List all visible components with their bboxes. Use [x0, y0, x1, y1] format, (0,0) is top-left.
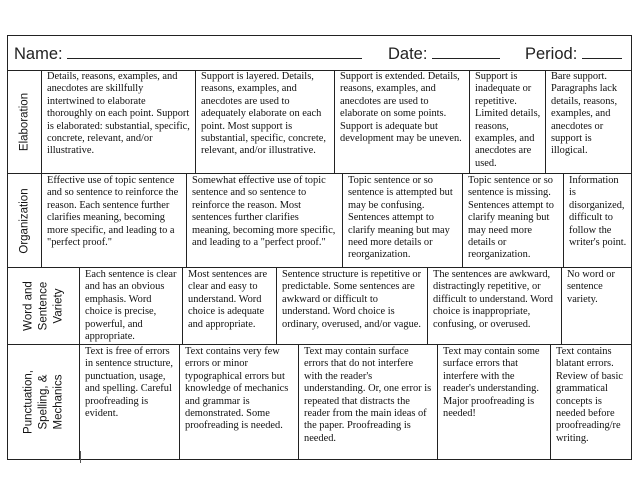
rubric-cell: Topic sentence or so sentence is missing. Sentences attempt to clarify meaning but may need more details or reorganization. — [463, 174, 564, 267]
rubric-cell: Text is free of errors in sentence structure, punctuation, usage, and spelling. Careful proofreading is evident. — [80, 345, 180, 459]
rubric-cell: Details, reasons, examples, and anecdotes are skillfully intertwined to elaborate thoroughly on each point. Support is elaborated: substantial, specific, concrete, relevant, and/or illustrative. — [42, 70, 196, 173]
rubric-row-organization — [8, 174, 631, 268]
rubric-cell: Text contains blatant errors. Review of basic grammatical concepts is needed before proofreading/re writing. — [556, 346, 623, 444]
row-label: Elaboration — [18, 92, 30, 151]
rubric-cell: Support is layered. Details, reasons, examples, and anecdotes are used to adequately elaborate on each point. Most support is substantial, specific, concrete, relevant, and/or illustrative. — [196, 70, 335, 173]
row-label-cell — [8, 345, 80, 459]
period-label: Period: — [525, 45, 578, 63]
rubric-cell: No word or sentence variety. — [567, 269, 615, 305]
rubric-row-word-sentence-variety — [8, 268, 631, 345]
rubric-cell: The sentences are awkward, distractingly repetitive, or difficult to understand. Word choice is inappropriate, confusing, or overused. — [428, 268, 562, 344]
period-field[interactable] — [525, 44, 622, 64]
name-label: Name: — [14, 45, 63, 63]
row-label-cell — [8, 174, 42, 267]
rubric-cell: Sentence structure is repetitive or predictable. Some sentences are awkward or difficult to understand. Word choice is ordinary, overused, and/or vague. — [277, 268, 428, 344]
rubric-cell: Text may contain surface errors that do not interfere with the reader's understanding. Or, one error is repeated that distracts the reader from the main ideas of the paper. Proofreading is needed. — [299, 345, 438, 459]
header-row — [8, 36, 631, 71]
rubric-cell: Somewhat effective use of topic sentence and so sentence to reinforce the reason. Most sentences further clarifies meaning, becoming more specific, and leading to a "perfect proof." — [187, 174, 343, 267]
name-field[interactable] — [14, 44, 362, 64]
rubric-cell: Most sentences are clear and easy to understand. Word choice is adequate and appropriate. — [183, 268, 277, 344]
rubric-cell: Support is inadequate or repetitive. Limited details, reasons, examples, and anecdotes are used. — [470, 70, 546, 173]
rubric-cell: Effective use of topic sentence and so sentence to reinforce the reason. Each sentence further clarifies meaning, becoming more specific, and leading to a "perfect proof." — [42, 174, 187, 267]
date-field[interactable] — [388, 44, 500, 64]
rubric-cell: Support is extended. Details, reasons, examples, and anecdotes are used to elaborate on some points. Support is adequate but development may be uneven. — [335, 70, 470, 173]
date-label: Date: — [388, 45, 428, 63]
rubric-cell: Bare support. Paragraphs lack details, reasons, examples, and anecdotes or support is illogical. — [551, 71, 618, 157]
row-label: Word and Sentence Variety — [22, 281, 64, 331]
rubric-cell: Each sentence is clear and has an obvious emphasis. Word choice is precise, powerful, and appropriate. — [80, 268, 183, 344]
row-label: Punctuation, Spelling, & Mechanics — [22, 370, 64, 434]
rubric-cell: Information is disorganized, difficult to follow the writer's point. — [569, 175, 627, 249]
rubric-cell: Text contains very few errors or minor typographical errors but knowledge of mechanics and grammar is demonstrated. Some proofreading is needed. — [180, 345, 299, 459]
row-label-cell — [8, 268, 80, 344]
rubric-row-elaboration — [8, 70, 631, 174]
rubric-cell: Topic sentence or so sentence is attempted but may be confusing. Sentences attempt to clarify meaning but may need more details or reorganization. — [343, 174, 463, 267]
rubric-sheet — [7, 35, 632, 460]
rubric-cell: Text may contain some surface errors that interfere with the reader's understanding. Major proofreading is needed! — [438, 345, 551, 459]
margin-tick — [80, 451, 81, 463]
row-label-cell — [8, 70, 42, 173]
rubric-row-mechanics — [8, 345, 631, 459]
row-label: Organization — [18, 187, 30, 254]
